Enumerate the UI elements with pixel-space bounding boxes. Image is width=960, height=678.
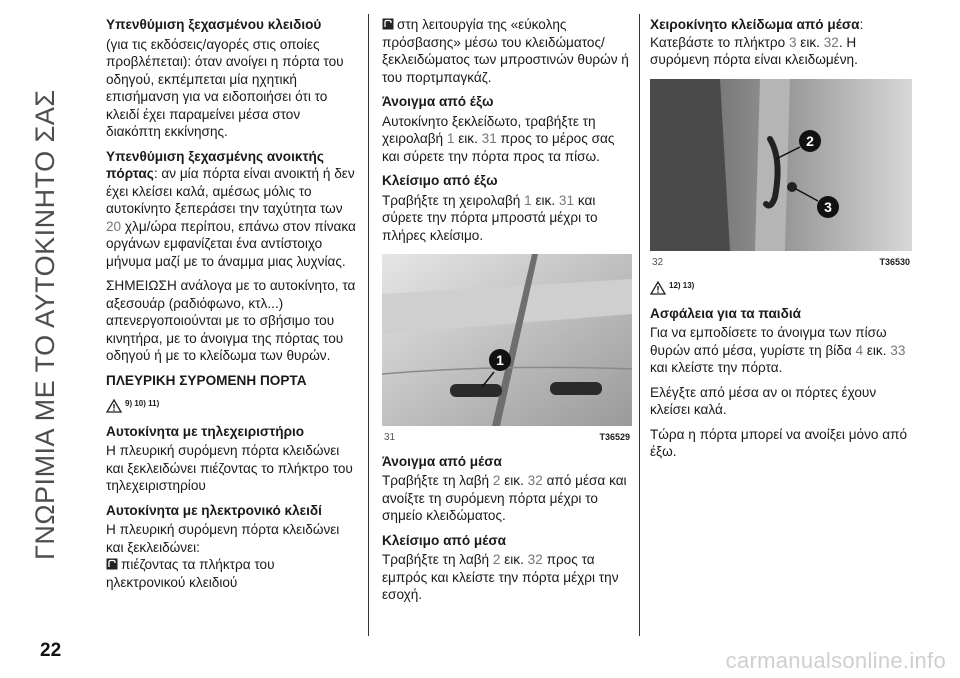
- key-bullet-icon: [106, 558, 118, 570]
- heading-open-door-reminder: Υπενθύμιση ξεχασμένης ανοικτής πόρτας: [106, 148, 324, 181]
- column-2: [382, 16, 632, 611]
- paragraph: Η πλευρική συρόμενη πόρτα κλειδώνει και ξεκλειδώνει:: [106, 522, 340, 555]
- figure-31: [382, 254, 632, 447]
- paragraph: (για τις εκδόσεις/αγορές στις οποίες προβλέπεται): όταν ανοίγει η πόρτα του οδηγού, εκπέμπεται μία ηχητική επισήμανση για να ειδοποιήσει ότι το κλειδί έχει παραμείνει μέσα στον διακόπτη εκκίνησης.: [106, 36, 344, 139]
- watermark: carmanualsonline.info: [725, 648, 946, 673]
- paragraph-note: ΣΗΜΕΙΩΣΗ ανάλογα με το αυτοκίνητο, τα αξεσουάρ (ραδιόφωνο, κτλ...) απενεργοποιούνται με το σβήσιμο του κινητήρα, με το άνοιγμα της πόρτας του οδηγού ή με το κλείδωμα των θυρών.: [106, 278, 356, 363]
- figure-caption: 31 T36529: [384, 432, 630, 443]
- key-bullet-icon: [382, 18, 394, 30]
- column-divider: [368, 14, 369, 636]
- paragraph: Χειροκίνητο κλείδωμα από μέσα: Κατεβάστε το πλήκτρο 3 εικ. 32. Η συρόμενη πόρτα είναι κλειδωμένη.: [650, 17, 864, 67]
- bullet-item: στη λειτουργία της «εύκολης πρόσβασης» μέσω του κλειδώματος/ξεκλειδώματος των μπροστινών θυρών ή του πορτμπαγκάζ.: [382, 17, 629, 85]
- paragraph: Ελέγξτε από μέσα αν οι πόρτες έχουν κλείσει καλά.: [650, 384, 877, 417]
- paragraph: Τώρα η πόρτα μπορεί να ανοίξει μόνο από έξω.: [650, 426, 908, 459]
- warning-reference: 12) 13): [650, 277, 912, 295]
- heading-remote: Αυτοκίνητα με τηλεχειριστήριο: [106, 423, 305, 439]
- svg-text:3: 3: [824, 198, 832, 215]
- paragraph: Η πλευρική συρόμενη πόρτα κλειδώνει και ξεκλειδώνει πιέζοντας το πλήκτρο του τηλεχειριστηρίου: [106, 443, 353, 493]
- door-handle-interior-illustration: [650, 79, 912, 251]
- chapter-sidebar: [0, 0, 84, 678]
- svg-text:2: 2: [806, 132, 814, 149]
- column-divider: [639, 14, 640, 636]
- door-handle-exterior-illustration: [382, 254, 632, 426]
- paragraph: Τραβήξτε τη χειρολαβή 1 εικ. 31 και σύρετε την πόρτα μπροστά μέχρι το πλήρες κλείσιμο.: [382, 192, 598, 243]
- heading-open-outside: Άνοιγμα από έξω: [382, 94, 494, 109]
- chapter-title: ΓΝΩΡΙΜΙΑ ΜΕ ΤΟ ΑΥΤΟΚΙΝΗΤΟ ΣΑΣ: [30, 89, 60, 560]
- svg-text:1: 1: [496, 352, 504, 368]
- column-3: [650, 16, 912, 468]
- callout-2: [799, 130, 821, 152]
- heading-electronic-key: Αυτοκίνητα με ηλεκτρονικό κλειδί: [106, 502, 322, 518]
- column-1: [106, 16, 356, 598]
- paragraph: Υπενθύμιση ξεχασμένης ανοικτής πόρτας: αν μία πόρτα είναι ανοικτή ή δεν έχει κλείσει καλά, αμέσως μόλις το αυτοκίνητο ξεπεράσει την ταχύτητα των 20 χλμ/ώρα περίπου, επάνω στον πίνακα οργάνων εμφανίζεται ένα αντίστοιχο μήνυμα μαζί με το άναμμα μιας λυχνίας.: [106, 148, 356, 269]
- paragraph: Τραβήξτε τη λαβή 2 εικ. 32 προς τα εμπρός και κλείστε την πόρτα μέχρι την εσοχή.: [382, 552, 619, 602]
- heading-forgotten-key: Υπενθύμιση ξεχασμένου κλειδιού: [106, 17, 322, 32]
- heading-manual-lock: Χειροκίνητο κλείδωμα από μέσα: [650, 17, 860, 32]
- heading-close-outside: Κλείσιμο από έξω: [382, 173, 498, 188]
- warning-reference: 9) 10) 11): [106, 395, 356, 413]
- warning-hand-icon: [650, 281, 666, 295]
- warning-hand-icon: [106, 399, 122, 413]
- heading-open-inside: Άνοιγμα από μέσα: [382, 453, 502, 469]
- heading-child-safety: Ασφάλεια για τα παιδιά: [650, 305, 801, 321]
- section-title: ΠΛΕΥΡΙΚΗ ΣΥΡΟΜΕΝΗ ΠΟΡΤΑ: [106, 372, 307, 388]
- paragraph: Αυτοκίνητο ξεκλείδωτο, τραβήξτε τη χειρολαβή 1 εικ. 31 προς το μέρος σας και σύρετε την πόρτα προς τα πίσω.: [382, 113, 615, 164]
- bullet-item: πιέζοντας τα πλήκτρα του ηλεκτρονικού κλειδιού: [106, 557, 275, 590]
- callout-3: [817, 196, 839, 218]
- page-number: 22: [40, 640, 62, 661]
- callout-1: [489, 349, 511, 371]
- paragraph: Τραβήξτε τη λαβή 2 εικ. 32 από μέσα και ανοίξτε τη συρόμενη πόρτα μέχρι το σημείο κλειδώματος.: [382, 473, 627, 523]
- heading-close-inside: Κλείσιμο από μέσα: [382, 532, 507, 548]
- figure-32: [650, 79, 912, 272]
- paragraph: Για να εμποδίσετε το άνοιγμα των πίσω θυρών από μέσα, γυρίστε τη βίδα 4 εικ. 33 και κλείστε την πόρτα.: [650, 325, 906, 375]
- figure-caption: 32 T36530: [652, 256, 910, 268]
